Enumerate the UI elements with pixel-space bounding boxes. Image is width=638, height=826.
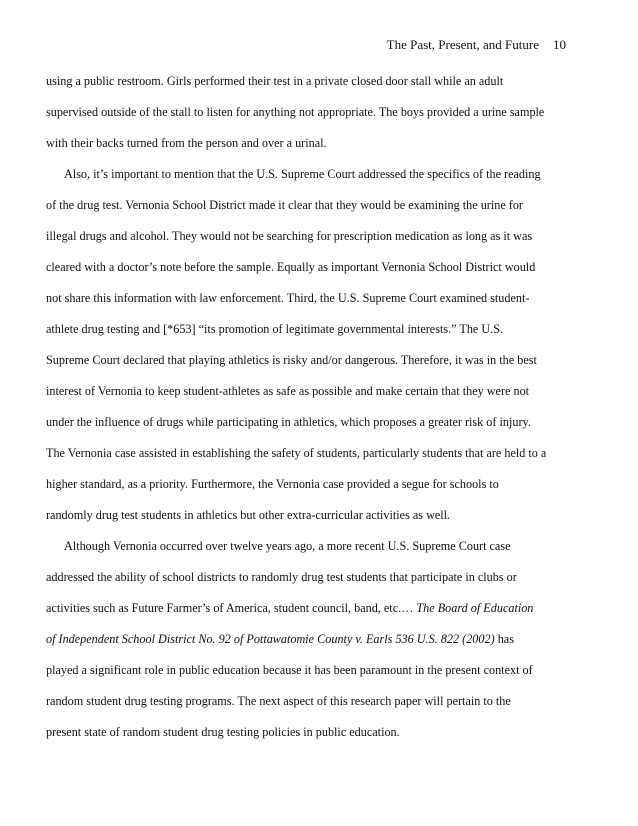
text-line: Supreme Court declared that playing athletics is risky and/or dangerous. Therefore, it was in the best [46, 353, 537, 367]
text-line: cleared with a doctor’s note before the sample. Equally as important Vernonia School District would [46, 260, 536, 274]
running-header [387, 37, 566, 53]
text-line: present state of random student drug testing policies in public education. [46, 725, 400, 739]
text-line: randomly drug test students in athletics but other extra-curricular activities as well. [46, 508, 451, 522]
text-run: activities such as Future Farmer’s of America, student council, band, etc.… [46, 601, 417, 615]
text-line: played a significant role in public education because it has been paramount in the present context of [46, 663, 533, 677]
case-citation-italic: The Board of Education [416, 601, 534, 615]
text-line: using a public restroom. Girls performed their test in a private closed door stall while an adult [46, 74, 504, 88]
case-citation-italic: of Independent School District No. 92 of Pottawatomie County v. Earls 536 U.S. 822 (2002) [46, 632, 495, 646]
body-text [46, 66, 592, 748]
text-line [46, 593, 592, 624]
text-run: has [494, 632, 514, 646]
text-line: of the drug test. Vernonia School District made it clear that they would be examining the urine for [46, 198, 523, 212]
running-head-title: The Past, Present, and Future [386, 37, 539, 52]
text-line [46, 624, 592, 655]
page-number: 10 [553, 37, 566, 52]
text-line: random student drug testing programs. The next aspect of this research paper will pertain to the [46, 694, 511, 708]
text-line: The Vernonia case assisted in establishing the safety of students, particularly students that are held to a [46, 446, 547, 460]
text-line: supervised outside of the stall to listen for anything not appropriate. The boys provided a urine sample [46, 105, 545, 119]
text-line: Although Vernonia occurred over twelve years ago, a more recent U.S. Supreme Court case [64, 539, 511, 553]
text-line: higher standard, as a priority. Furthermore, the Vernonia case provided a segue for schools to [46, 477, 499, 491]
text-line: Also, it’s important to mention that the U.S. Supreme Court addressed the specifics of the reading [64, 167, 541, 181]
text-line: illegal drugs and alcohol. They would not be searching for prescription medication as long as it was [46, 229, 533, 243]
text-line: with their backs turned from the person and over a urinal. [46, 136, 327, 150]
text-line: interest of Vernonia to keep student-athletes as safe as possible and make certain that they were not [46, 384, 530, 398]
text-line: under the influence of drugs while participating in athletics, which proposes a greater risk of injury. [46, 415, 531, 429]
text-line: addressed the ability of school districts to randomly drug test students that participate in clubs or [46, 570, 517, 584]
text-line: athlete drug testing and [*653] “its promotion of legitimate governmental interests.” The U.S. [46, 322, 504, 336]
text-line: not share this information with law enforcement. Third, the U.S. Supreme Court examined student- [46, 291, 530, 305]
